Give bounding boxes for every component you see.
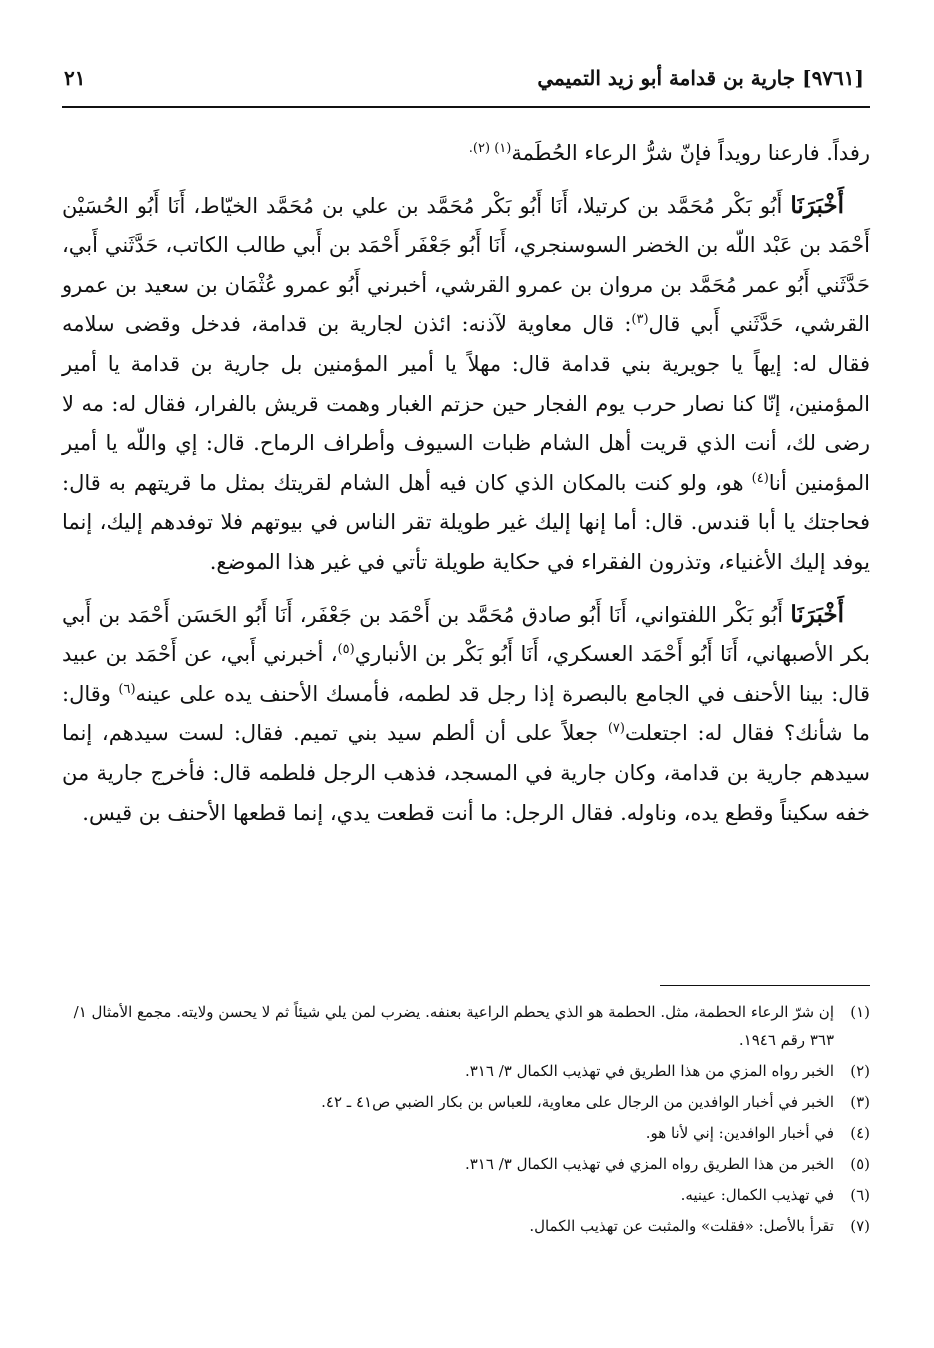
opening-text: رفداً. فارعنا رويداً فإنّ شرُّ الرعاء الحُطَمة — [511, 141, 870, 165]
footnote — [62, 1057, 870, 1085]
footnote-number: (٢) — [850, 1062, 870, 1080]
footnote-text: الخبر من هذا الطريق رواه المزي في تهذيب الكمال ٣/ ٣١٦. — [464, 1155, 834, 1173]
paragraph-1 — [62, 186, 870, 583]
footnote-ref: (٥) — [337, 642, 355, 658]
header-rule — [62, 106, 870, 108]
footnote-text: في تهذيب الكمال: عينيه. — [680, 1186, 834, 1204]
footnotes — [62, 998, 870, 1243]
footnote-ref: (٧) — [607, 721, 625, 737]
paragraph-keyword: أَخْبَرَنَا — [790, 600, 844, 628]
paragraph-text: هو، ولو كنت بالمكان الذي كان فيه أهل الشام لقريتك بمثل ما قريتهم به قال: فحاجتك يا أبا قندس. قال: أما إنها إليك غير طويلة تقر الناس في بيوتهم فلا توفدهم إليك، إنما يوفد إليك الأغنياء، وتذرون الفقراء في حكاية طويلة تأتي في غير هذا الموضع. — [62, 470, 870, 574]
footnote-text: إن شرّ الرعاء الحطمة، مثل. الحطمة هو الذي يحطم الراعية بعنفه. يضرب لمن يلي شيئاً ثم لا يحسن ولايته. مجمع الأمثال ١/ ٣٦٣ رقم ١٩٤٦. — [73, 1003, 834, 1049]
footnote-number: (٣) — [850, 1093, 870, 1111]
page-number: ٢١ — [64, 66, 86, 90]
footnote — [62, 1088, 870, 1116]
paragraph-text: أَبُو بَكْر اللفتواني، أَنَا أَبُو صادق مُحَمَّد بن أَحْمَد بن جَعْفَر، أَنَا أَبُو الحَسَن أَحْمَد بن أَبي بكر الأصبهاني، أَنَا أَبُو أَحْمَد العسكري، أَنَا أَبُو بَكْر بن الأنباري — [62, 602, 871, 667]
paragraph-text: أَبُو بَكْر مُحَمَّد بن كرتيلا، أَنَا أَبُو بَكْر مُحَمَّد بن علي بن مُحَمَّد الخيّاط، أَنَا أَبُو الحُسَيْن أَحْمَد بن عَبْد اللّه بن الخضر السوسنجري، أَنَا أَبُو جَعْفَر أَحْمَد بن أَبي طالب الكاتب، حَدَّثَني أَبي، حَدَّثَني أَبُو عمر مُحَمَّد بن مروان بن عمرو القرشي، أخبرني أَبُو عمرو عُثْمَان بن سعيد بن عمرو القرشي، حَدَّثَني أَبي قال — [62, 193, 870, 337]
footnote-ref: (٦) — [118, 681, 136, 697]
footnote — [62, 1212, 870, 1240]
footnote — [62, 1181, 870, 1209]
footnote-ref: (٤) — [751, 470, 769, 486]
footnote-ref: (٣) — [631, 312, 649, 328]
paragraph-2 — [62, 595, 870, 834]
footnote-text: الخبر رواه المزي من هذا الطريق في تهذيب الكمال ٣/ ٣١٦. — [464, 1062, 834, 1080]
footnote-number: (١) — [850, 1003, 870, 1021]
footnote-number: (٧) — [850, 1217, 870, 1235]
body-text — [62, 134, 870, 833]
footnote — [62, 998, 870, 1054]
paragraph-text: وقال: ما شأنك؟ فقال له: اجتعلت — [62, 681, 870, 746]
footnote-text: في أخبار الوافدين: إني لأنا هو. — [645, 1124, 834, 1142]
footnote-rule — [660, 985, 870, 986]
footnote — [62, 1150, 870, 1178]
paragraph-keyword: أَخْبَرَنَا — [790, 191, 844, 219]
footnote-number: (٥) — [850, 1155, 870, 1173]
paragraph-text: : قال معاوية لآذنه: ائذن لجارية بن قدامة، فدخل وقضى سلامه فقال له: إيهاً يا جويرية بني قدامة قال: مهلاً يا أمير المؤمنين بل جارية بن قدامة يا أمير المؤمنين، إنّا كنا نصار حرب يوم الفجار حين حزتم الغبار وهمت قريش بالفرار، فقال له: مه لا رضى لك، أنت الذي قريت أهل الشام ظبات السيوف وأطراف الرماح. قال: إي واللّه يا أمير المؤمنين أنا — [62, 312, 870, 495]
footnote-number: (٤) — [850, 1124, 870, 1142]
footnote-ref: (١) (٢). — [468, 141, 512, 156]
footnote — [62, 1119, 870, 1147]
footnote-text: تقرأ بالأصل: «فقلت» والمثبت عن تهذيب الكمال. — [529, 1217, 834, 1235]
footnote-number: (٦) — [850, 1186, 870, 1204]
paragraph-text: جعلاً على أن ألطم سيد بني تميم. فقال: لست سيدهم، إنما سيدهم جارية بن قدامة، وكان جارية في المسجد، فذهب الرجل فلطمه قال: فأخرج جارية من خفه سكيناً وقطع يده، وناوله. فقال الرجل: ما أنت قطعت يدي، إنما قطعها الأحنف بن قيس. — [62, 721, 870, 825]
opening-line — [62, 134, 870, 174]
paragraph-text: ، أخبرني أَبي، عن أَحْمَد بن عبيد قال: بينا الأحنف في الجامع بالبصرة إذا رجل قد لطمه، فأمسك الأحنف يده على عينه — [62, 642, 870, 706]
running-title: [٩٧٦١] جارية بن قدامة أبو زيد التميمي — [537, 66, 864, 90]
footnote-text: الخبر في أخبار الوافدين من الرجال على معاوية، للعباس بن بكار الضبي ص٤١ ـ ٤٢. — [321, 1093, 834, 1111]
